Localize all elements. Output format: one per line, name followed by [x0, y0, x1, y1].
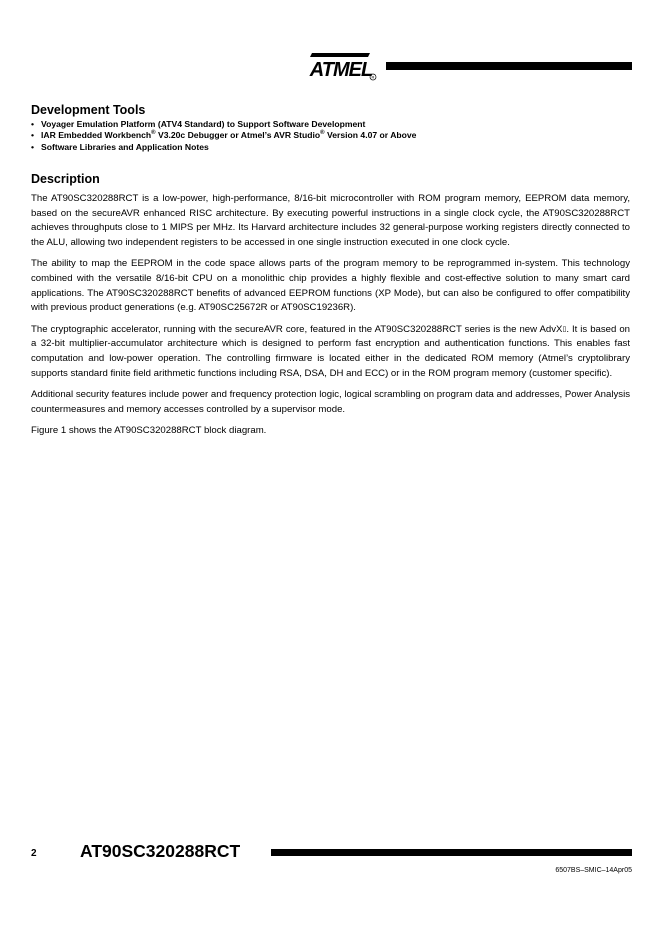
atmel-logo [304, 50, 378, 82]
description-heading: Description [31, 172, 100, 186]
document-code: 6507BS–SMIC–14Apr05 [555, 867, 632, 874]
svg-text:ATMEL: ATMEL [309, 59, 373, 81]
list-item: • Voyager Emulation Platform (ATV4 Standard) to Support Software Development [31, 119, 366, 129]
footer-product-title: AT90SC320288RCT [80, 841, 241, 861]
list-item: • IAR Embedded Workbench® V3.20c Debugger or Atmel’s AVR Studio® Version 4.07 or Above [31, 130, 417, 141]
dev-tools-list [31, 119, 631, 153]
dev-tools-heading: Development Tools [31, 103, 146, 117]
paragraph: The AT90SC320288RCT is a low-power, high-performance, 8/16-bit microcontroller with ROM program memory, EEPROM data memory, based on the secureAVR enhanced RISC architecture. By executing powerful instructions in a single clock cycle, the AT90SC320288RCT achieves throughputs close to 1 MIPS per MHz. Its Harvard architecture includes 32 general-purpose working registers directly connected to the ALU, allowing two independent registers to be accessed in one single instruction executed in one clock cycle. [31, 193, 630, 248]
description-body [31, 192, 630, 446]
page-number: 2 [31, 848, 37, 859]
list-item: • Software Libraries and Application Notes [31, 141, 209, 152]
paragraph: The cryptographic accelerator, running with the secureAVR core, featured in the AT90SC320288RCT series is the new AdvX▯. It is based on a 32-bit multiplier-accumulator architecture which is designed to perform fast encryption and authentication functions. This enables fast computation and low-power operation. The controlling firmware is located either in the dedicated ROM memory (Atmel’s cryptolibrary supports standard finite field arithmetic functions including RSA, DSA, DH and ECC) or in the ROM program memory (customer specific). [31, 323, 630, 379]
paragraph: The ability to map the EEPROM in the code space allows parts of the program memory to be reprogrammed in-system. This technology combined with the versatile 8/16-bit CPU on a monolithic chip provides a highly flexible and cost-effective solution to many smart card applications. The AT90SC320288RCT benefits of advanced EEPROM functions (XP Mode), but can also be configured to offer compatibility with previous product generations (e.g. AT90SC25672R or AT90SC19236R). [31, 258, 630, 314]
paragraph: Figure 1 shows the AT90SC320288RCT block diagram. [31, 425, 267, 437]
svg-text:R: R [371, 74, 375, 80]
paragraph: Additional security features include power and frequency protection logic, logical scrambling on program data and addresses, Power Analysis countermeasures and memory accesses controlled by a supervisor mode. [31, 389, 630, 415]
header-rule [386, 62, 632, 70]
footer-rule [271, 849, 632, 856]
